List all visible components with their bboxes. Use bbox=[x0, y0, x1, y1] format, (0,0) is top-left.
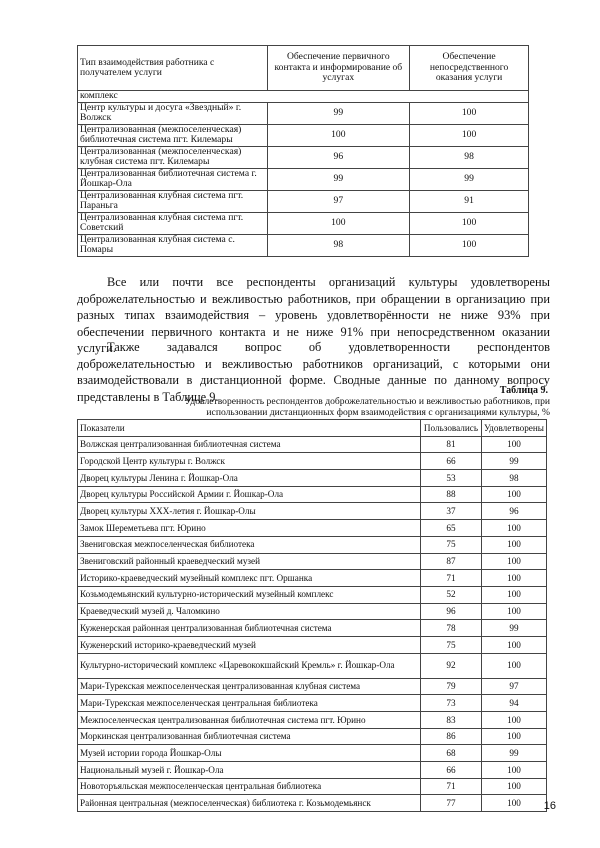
row-label-cell: Краеведческий музей д. Чаломкино bbox=[78, 603, 421, 620]
value-cell: 100 bbox=[481, 778, 546, 795]
value-cell: 86 bbox=[421, 728, 482, 745]
value-cell: 99 bbox=[481, 745, 546, 762]
value-cell: 96 bbox=[481, 503, 546, 520]
table-row bbox=[78, 470, 547, 487]
table-row bbox=[78, 586, 547, 603]
value-cell: 73 bbox=[421, 695, 482, 712]
value-cell: 78 bbox=[421, 620, 482, 637]
row-label-cell: Централизованная (межпоселенческая) клубная система пгт. Килемары bbox=[78, 146, 268, 168]
value-cell: 97 bbox=[481, 678, 546, 695]
value-cell: 99 bbox=[481, 453, 546, 470]
paragraph-1: Все или почти все респонденты организаций культуры удовлетворены доброжелательностью и вежливостью работников, при обращении в организацию при разных типах взаимодействия – уровень удовлетворённости не ниже 93% при обеспечении первичного контакта и не ниже 91% при непосредственном оказании услуги. bbox=[77, 275, 550, 356]
row-label-cell: Межпоселенческая централизованная библиотечная система пгт. Юрино bbox=[78, 712, 421, 729]
header-cell: Удовлетворены bbox=[481, 420, 546, 437]
table-row bbox=[78, 678, 547, 695]
value-cell: 66 bbox=[421, 453, 482, 470]
table-row bbox=[78, 620, 547, 637]
table-row bbox=[78, 520, 547, 537]
table-header-row bbox=[78, 420, 547, 437]
value-cell: 100 bbox=[481, 762, 546, 779]
value-cell: 100 bbox=[267, 212, 410, 234]
table-row bbox=[78, 795, 547, 812]
value-cell: 92 bbox=[421, 653, 482, 678]
value-cell: 91 bbox=[410, 190, 529, 212]
value-cell: 75 bbox=[421, 536, 482, 553]
table-row bbox=[78, 168, 529, 190]
value-cell: 68 bbox=[421, 745, 482, 762]
row-label-cell: Мари-Турекская межпоселенческая центральная библиотека bbox=[78, 695, 421, 712]
row-label-cell: Волжская централизованная библиотечная система bbox=[78, 436, 421, 453]
row-label-cell: Новоторъяльская межпоселенческая центральная библиотека bbox=[78, 778, 421, 795]
row-label-cell: Куженерский историко-краеведческий музей bbox=[78, 636, 421, 653]
carry-over-cell: комплекс bbox=[78, 91, 529, 103]
value-cell: 75 bbox=[421, 636, 482, 653]
value-cell: 96 bbox=[421, 603, 482, 620]
table-row bbox=[78, 653, 547, 678]
table-row bbox=[78, 234, 529, 256]
value-cell: 100 bbox=[481, 553, 546, 570]
value-cell: 100 bbox=[481, 436, 546, 453]
table-row bbox=[78, 762, 547, 779]
value-cell: 66 bbox=[421, 762, 482, 779]
row-label-cell: Культурно-исторический комплекс «Царевококшайский Кремль» г. Йошкар-Ола bbox=[78, 653, 421, 678]
table-row bbox=[78, 778, 547, 795]
header-cell: Показатели bbox=[78, 420, 421, 437]
value-cell: 100 bbox=[481, 536, 546, 553]
table-row bbox=[78, 553, 547, 570]
row-label-cell: Централизованная (межпоселенческая) библиотечная система пгт. Килемары bbox=[78, 124, 268, 146]
value-cell: 100 bbox=[410, 212, 529, 234]
table-row bbox=[78, 536, 547, 553]
table-row bbox=[78, 636, 547, 653]
row-label-cell: Центр культуры и досуга «Звездный» г. Волжск bbox=[78, 102, 268, 124]
value-cell: 96 bbox=[267, 146, 410, 168]
value-cell: 99 bbox=[410, 168, 529, 190]
row-label-cell: Районная центральная (межпоселенческая) библиотека г. Козьмодемьянск bbox=[78, 795, 421, 812]
table-caption-title: Удовлетворенность респондентов доброжелательностью и вежливостью работников, при использовании дистанционных форм взаимодействия с организациями культуры, % bbox=[184, 396, 550, 418]
row-label-cell: Централизованная клубная система пгт. Советский bbox=[78, 212, 268, 234]
table-row bbox=[78, 212, 529, 234]
value-cell: 100 bbox=[410, 102, 529, 124]
row-label-cell: Мари-Турекская межпоселенческая централизованная клубная система bbox=[78, 678, 421, 695]
value-cell: 71 bbox=[421, 570, 482, 587]
value-cell: 83 bbox=[421, 712, 482, 729]
value-cell: 53 bbox=[421, 470, 482, 487]
value-cell: 88 bbox=[421, 486, 482, 503]
value-cell: 100 bbox=[481, 570, 546, 587]
value-cell: 52 bbox=[421, 586, 482, 603]
table-row bbox=[78, 728, 547, 745]
row-label-cell: Историко-краеведческий музейный комплекс пгт. Оршанка bbox=[78, 570, 421, 587]
paragraph-2: Также задавался вопрос об удовлетворенности респондентов доброжелательностью и вежливостью работников организаций, с которыми они взаимодействовали в дистанционной форме. Сводные данные по данному вопросу представлены в Таблице 9. bbox=[77, 340, 550, 404]
row-label-cell: Городской Центр культуры г. Волжск bbox=[78, 453, 421, 470]
header-cell: Тип взаимодействия работника с получателем услуги bbox=[78, 46, 268, 91]
value-cell: 98 bbox=[410, 146, 529, 168]
value-cell: 97 bbox=[267, 190, 410, 212]
value-cell: 98 bbox=[481, 470, 546, 487]
row-label-cell: Козьмодемьянский культурно-исторический музейный комплекс bbox=[78, 586, 421, 603]
value-cell: 99 bbox=[267, 102, 410, 124]
header-cell: Обеспечение первичного контакта и информирование об услугах bbox=[267, 46, 410, 91]
table-row bbox=[78, 695, 547, 712]
table-row bbox=[78, 503, 547, 520]
value-cell: 100 bbox=[410, 124, 529, 146]
table-caption-number: Таблица 9. bbox=[499, 385, 548, 396]
table-row bbox=[78, 603, 547, 620]
value-cell: 100 bbox=[481, 728, 546, 745]
table-row bbox=[78, 745, 547, 762]
page-number: 16 bbox=[543, 800, 556, 812]
value-cell: 100 bbox=[410, 234, 529, 256]
value-cell: 87 bbox=[421, 553, 482, 570]
table-row bbox=[78, 102, 529, 124]
row-label-cell: Централизованная клубная система пгт. Параньга bbox=[78, 190, 268, 212]
row-label-cell: Замок Шереметьева пгт. Юрино bbox=[78, 520, 421, 537]
row-label-cell: Куженерская районная централизованная библиотечная система bbox=[78, 620, 421, 637]
header-cell: Пользовались bbox=[421, 420, 482, 437]
value-cell: 100 bbox=[481, 520, 546, 537]
row-label-cell: Национальный музей г. Йошкар-Ола bbox=[78, 762, 421, 779]
table-row bbox=[78, 712, 547, 729]
value-cell: 79 bbox=[421, 678, 482, 695]
value-cell: 100 bbox=[481, 603, 546, 620]
table-remote-satisfaction bbox=[77, 419, 547, 812]
value-cell: 99 bbox=[481, 620, 546, 637]
value-cell: 100 bbox=[481, 653, 546, 678]
value-cell: 94 bbox=[481, 695, 546, 712]
row-label-cell: Дворец культуры XXX-летия г. Йошкар-Олы bbox=[78, 503, 421, 520]
table-row bbox=[78, 570, 547, 587]
row-label-cell: Централизованная библиотечная система г. Йошкар-Ола bbox=[78, 168, 268, 190]
row-label-cell: Дворец культуры Российской Армии г. Йошкар-Ола bbox=[78, 486, 421, 503]
value-cell: 100 bbox=[481, 712, 546, 729]
table-row bbox=[78, 91, 529, 103]
table-row bbox=[78, 453, 547, 470]
value-cell: 37 bbox=[421, 503, 482, 520]
value-cell: 98 bbox=[267, 234, 410, 256]
value-cell: 100 bbox=[267, 124, 410, 146]
value-cell: 100 bbox=[481, 586, 546, 603]
header-cell: Обеспечение непосредственного оказания услуги bbox=[410, 46, 529, 91]
row-label-cell: Музей истории города Йошкар-Олы bbox=[78, 745, 421, 762]
value-cell: 100 bbox=[481, 795, 546, 812]
row-label-cell: Моркинская централизованная библиотечная система bbox=[78, 728, 421, 745]
row-label-cell: Централизованная клубная система с. Помары bbox=[78, 234, 268, 256]
row-label-cell: Звениговская межпоселенческая библиотека bbox=[78, 536, 421, 553]
value-cell: 99 bbox=[267, 168, 410, 190]
value-cell: 65 bbox=[421, 520, 482, 537]
value-cell: 81 bbox=[421, 436, 482, 453]
value-cell: 71 bbox=[421, 778, 482, 795]
table-row bbox=[78, 146, 529, 168]
row-label-cell: Дворец культуры Ленина г. Йошкар-Ола bbox=[78, 470, 421, 487]
table-contact-satisfaction bbox=[77, 45, 529, 257]
row-label-cell: Звениговский районный краеведческий музей bbox=[78, 553, 421, 570]
value-cell: 77 bbox=[421, 795, 482, 812]
table-row bbox=[78, 124, 529, 146]
table-row bbox=[78, 486, 547, 503]
value-cell: 100 bbox=[481, 636, 546, 653]
table-header-row bbox=[78, 46, 529, 91]
table-row bbox=[78, 190, 529, 212]
value-cell: 100 bbox=[481, 486, 546, 503]
table-row bbox=[78, 436, 547, 453]
